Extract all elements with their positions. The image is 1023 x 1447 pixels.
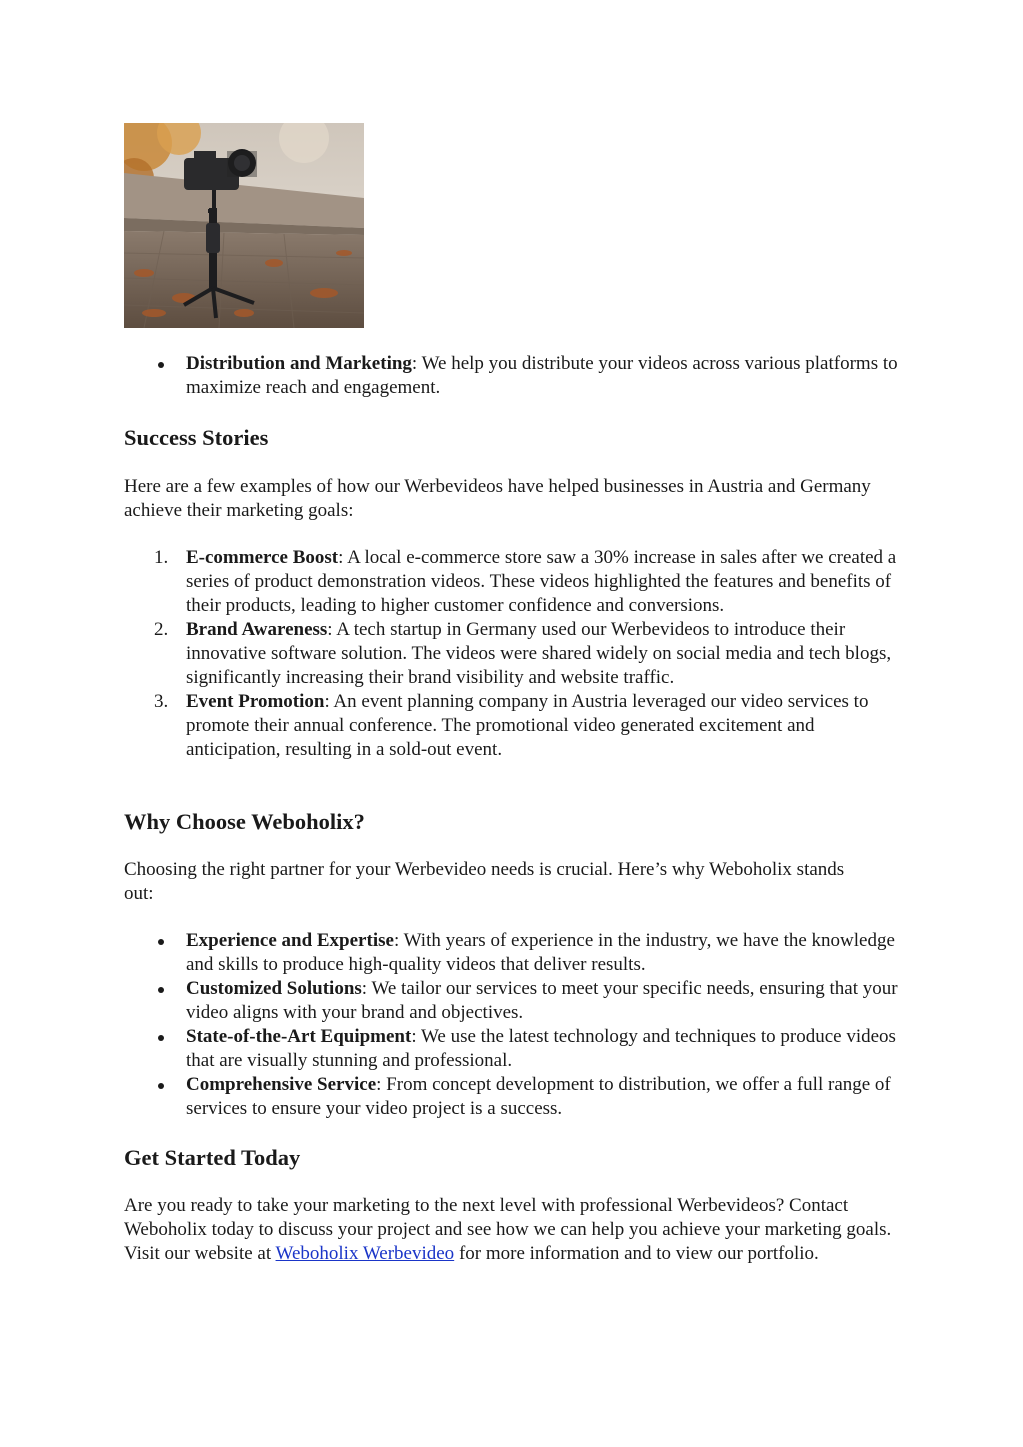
list-item bbox=[124, 618, 904, 690]
bullet-icon bbox=[158, 987, 164, 993]
bullet-icon bbox=[158, 362, 164, 368]
list-item bbox=[124, 546, 904, 618]
list-item-term: State-of-the-Art Equipment bbox=[186, 1026, 412, 1047]
why-intro: Choosing the right partner for your Werbevideo needs is crucial. Here’s why Weboholix stands out: bbox=[124, 859, 845, 904]
list-item-text: : We help you distribute your videos across various platforms to maximize reach and engagement. bbox=[186, 353, 898, 398]
camera-gimbal-photo bbox=[124, 123, 364, 328]
cta-paragraph bbox=[124, 1194, 894, 1266]
weboholix-werbevideo-link[interactable]: Weboholix Werbevideo bbox=[275, 1243, 455, 1264]
list-item bbox=[124, 1073, 904, 1121]
bullet-icon bbox=[158, 1035, 164, 1041]
list-item-text: : We use the latest technology and techniques to produce videos that are visually stunning and professional. bbox=[186, 1026, 896, 1071]
list-item-text: : A local e-commerce store saw a 30% increase in sales after we created a series of product demonstration videos. These videos highlighted the features and benefits of their products, leading to higher customer confidence and conversions. bbox=[186, 547, 897, 616]
list-item-term: Comprehensive Service bbox=[186, 1074, 377, 1095]
cta-text-after: for more information and to view our portfolio. bbox=[454, 1243, 819, 1264]
list-item-term: Brand Awareness bbox=[186, 619, 328, 640]
intro-bullet-list bbox=[124, 352, 904, 400]
why-heading: Why Choose Weboholix? bbox=[124, 809, 365, 834]
list-item bbox=[124, 690, 904, 762]
bullet-icon bbox=[158, 1083, 164, 1089]
list-item bbox=[124, 1025, 904, 1073]
list-item-term: Customized Solutions bbox=[186, 978, 362, 999]
list-item-text: : An event planning company in Austria leveraged our video services to promote their annual conference. The promotional video generated excitement and anticipation, resulting in a sold-out event. bbox=[186, 691, 869, 760]
list-item-text: : We tailor our services to meet your specific needs, ensuring that your video aligns with your brand and objectives. bbox=[186, 978, 898, 1023]
list-item-term: Distribution and Marketing bbox=[186, 353, 412, 374]
list-number: 1. bbox=[154, 547, 169, 568]
cta-text-before: Are you ready to take your marketing to the next level with professional Werbevideos? Contact Weboholix today to discuss your project and see how we can help you achieve your marketing goals. Visit our website at bbox=[124, 1195, 892, 1264]
list-item bbox=[124, 929, 904, 977]
list-item bbox=[124, 977, 904, 1025]
success-list bbox=[124, 546, 904, 762]
list-number: 3. bbox=[154, 691, 169, 712]
list-number: 2. bbox=[154, 619, 169, 640]
list-item-text: : A tech startup in Germany used our Werbevideos to introduce their innovative software solution. The videos were shared widely on social media and tech blogs, significantly increasing their brand visibility and website traffic. bbox=[186, 619, 892, 688]
why-list bbox=[124, 929, 904, 1121]
list-item-term: E-commerce Boost bbox=[186, 547, 339, 568]
cta-heading: Get Started Today bbox=[124, 1145, 301, 1170]
success-heading: Success Stories bbox=[124, 425, 269, 450]
list-item-term: Event Promotion bbox=[186, 691, 325, 712]
list-item-text: : From concept development to distribution, we offer a full range of services to ensure your video project is a success. bbox=[186, 1074, 891, 1119]
list-item bbox=[124, 352, 904, 400]
list-item-term: Experience and Expertise bbox=[186, 930, 394, 951]
list-item-text: : With years of experience in the industry, we have the knowledge and skills to produce high-quality videos that deliver results. bbox=[186, 930, 895, 975]
bullet-icon bbox=[158, 939, 164, 945]
success-intro: Here are a few examples of how our Werbevideos have helped businesses in Austria and Germany achieve their marketing goals: bbox=[124, 476, 871, 521]
